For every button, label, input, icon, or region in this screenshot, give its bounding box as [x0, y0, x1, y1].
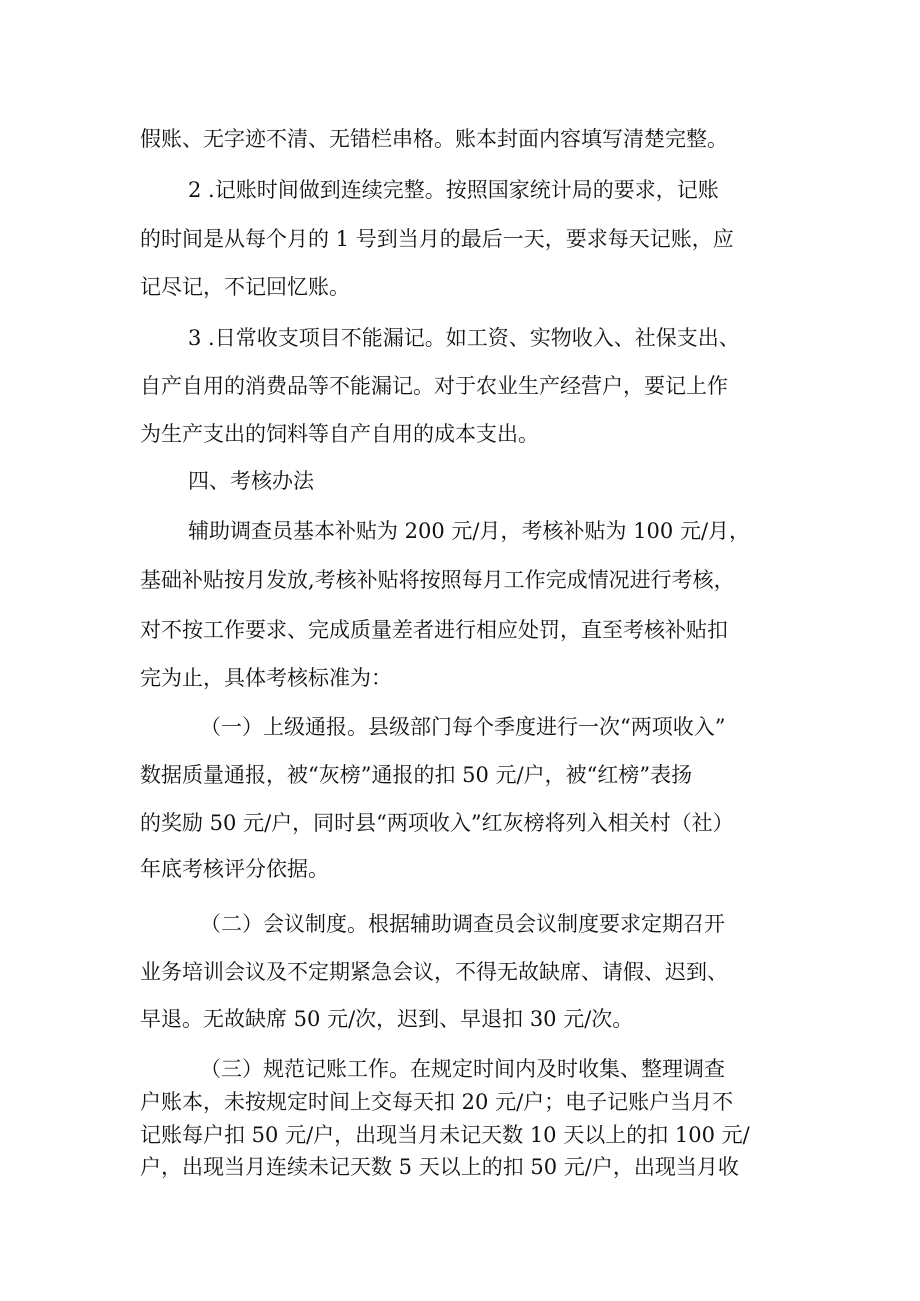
- text-line: 年底考核评分依据。: [140, 857, 329, 881]
- text-line: 户账本，未按规定时间上交每天扣 20 元/户；电子记账户当月不: [140, 1090, 734, 1114]
- text-line: 数据质量通报，被“灰榜”通报的扣 50 元/户，被“红榜”表扬: [140, 763, 693, 787]
- text-line: （二）会议制度。根据辅助调查员会议制度要求定期召开: [200, 912, 725, 936]
- text-line: 早退。无故缺席 50 元/次，迟到、早退扣 30 元/次。: [140, 1007, 634, 1031]
- text-line: （一）上级通报。县级部门每个季度进行一次“两项收入”: [200, 715, 726, 739]
- text-line: 假账、无字迹不清、无错栏串格。账本封面内容填写清楚完整。: [140, 127, 728, 151]
- text-line: 2 .记账时间做到连续完整。按照国家统计局的要求，记账: [188, 178, 719, 202]
- text-line: 辅助调查员基本补贴为 200 元/月，考核补贴为 100 元/月，: [188, 519, 751, 543]
- text-line: 为生产支出的饲料等自产自用的成本支出。: [140, 422, 539, 446]
- text-line: 记账每户扣 50 元/户，出现当月未记天数 10 天以上的扣 100 元/: [140, 1123, 750, 1147]
- text-line: 业务培训会议及不定期紧急会议，不得无故缺席、请假、迟到、: [140, 960, 728, 984]
- text-line: 的奖励 50 元/户，同时县“两项收入”红灰榜将列入相关村（社）: [140, 811, 734, 835]
- section-heading: 四、考核办法: [188, 469, 314, 493]
- text-line: 的时间是从每个月的 1 号到当月的最后一天，要求每天记账，应: [140, 227, 734, 251]
- text-line: 对不按工作要求、完成质量差者进行相应处罚，直至考核补贴扣: [140, 618, 728, 642]
- text-line: 自产自用的消费品等不能漏记。对于农业生产经营户，要记上作: [140, 374, 728, 398]
- text-line: 户，出现当月连续未记天数 5 天以上的扣 50 元/户，出现当月收: [140, 1155, 739, 1179]
- text-line: 完为止，具体考核标准为：: [140, 666, 392, 690]
- text-line: 记尽记，不记回忆账。: [140, 275, 350, 299]
- text-line: （三）规范记账工作。在规定时间内及时收集、整理调查: [200, 1057, 725, 1081]
- text-line: 基础补贴按月发放,考核补贴将按照每月工作完成情况进行考核，: [140, 568, 735, 592]
- text-line: 3 .日常收支项目不能漏记。如工资、实物收入、社保支出、: [188, 326, 740, 350]
